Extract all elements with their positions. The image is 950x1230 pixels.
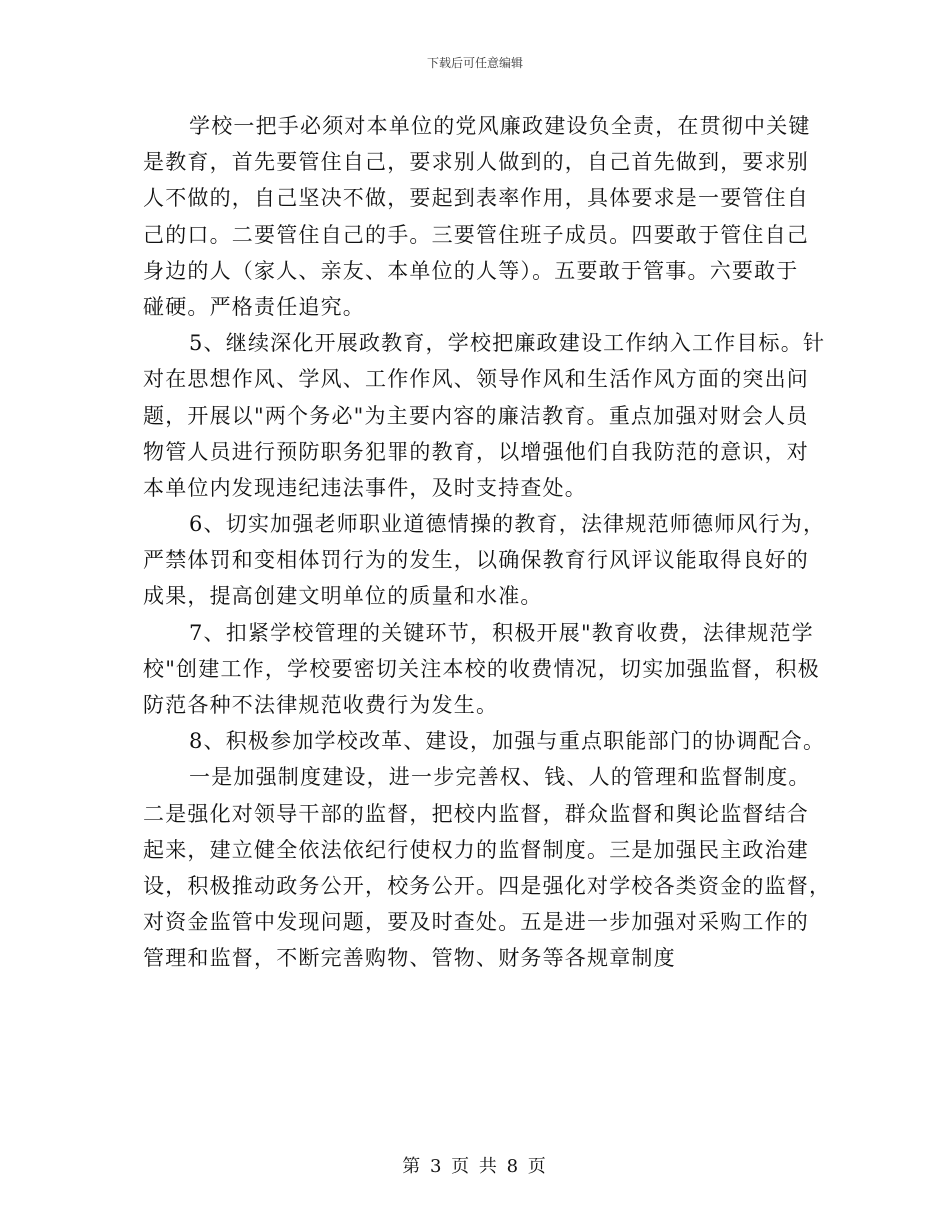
text-line: 严禁体罚和变相体罚行为的发生，以确保教育行风评议能取得良好的 <box>143 548 809 573</box>
text-line: 二是强化对领导干部的监督，把校内监督，群众监督和舆论监督结合 <box>143 801 809 826</box>
text-line: 本单位内发现违纪违法事件，及时支持查处。 <box>143 475 587 500</box>
text-line: 己的口。二要管住自己的手。三要管住班子成员。四要敢于管住自己 <box>143 222 809 247</box>
text-line: 起来，建立健全依法依纪行使权力的监督制度。三是加强民主政治建 <box>143 837 809 862</box>
text-line: 5、继续深化开展政教育，学校把廉政建设工作纳入工作目标。针 <box>189 331 826 356</box>
text-line: 物管人员进行预防职务犯罪的教育，以增强他们自我防范的意识，对 <box>143 439 809 464</box>
text-line: 校"创建工作，学校要密切关注本校的收费情况，切实加强监督，积极 <box>143 656 820 681</box>
text-line: 管理和监督，不断完善购物、管物、财务等各规章制度 <box>143 946 676 971</box>
text-line: 对资金监管中发现问题，要及时查处。五是进一步加强对采购工作的 <box>143 910 809 935</box>
page-header: 下载后可任意编辑 <box>426 56 523 70</box>
text-line: 题，开展以"两个务必"为主要内容的廉洁教育。重点加强对财会人员 <box>143 403 809 428</box>
text-line: 身边的人（家人、亲友、本单位的人等）。五要敢于管事。六要敢于 <box>143 258 799 283</box>
text-line: 是教育，首先要管住自己，要求别人做到的，自己首先做到，要求别 <box>143 150 809 175</box>
text-line: 防范各种不法律规范收费行为发生。 <box>143 693 499 717</box>
text-line: 8、积极参加学校改革、建设，加强与重点职能部门的协调配合。 <box>189 729 826 754</box>
text-line: 人不做的，自己坚决不做，要起到表率作用，具体要求是一要管住自 <box>143 186 809 211</box>
text-line: 6、切实加强老师职业道德情操的教育，法律规范师德师风行为， <box>189 512 826 537</box>
body-text <box>143 108 832 977</box>
text-line: 成果，提高创建文明单位的质量和水准。 <box>143 584 543 609</box>
text-line: 一是加强制度建设，进一步完善权、钱、人的管理和监督制度。 <box>189 765 811 790</box>
page-footer: 第 3 页 共 8 页 <box>402 1156 548 1177</box>
text-line: 7、扣紧学校管理的关键环节，积极开展"教育收费，法律规范学 <box>189 620 814 645</box>
text-line: 对在思想作风、学风、工作作风、领导作风和生活作风方面的突出问 <box>143 367 809 392</box>
text-line: 碰硬。严格责任追究。 <box>143 294 365 319</box>
text-line: 学校一把手必须对本单位的党风廉政建设负全责，在贯彻中关键 <box>189 114 811 138</box>
text-line: 设，积极推动政务公开，校务公开。四是强化对学校各类资金的监督， <box>143 873 832 898</box>
